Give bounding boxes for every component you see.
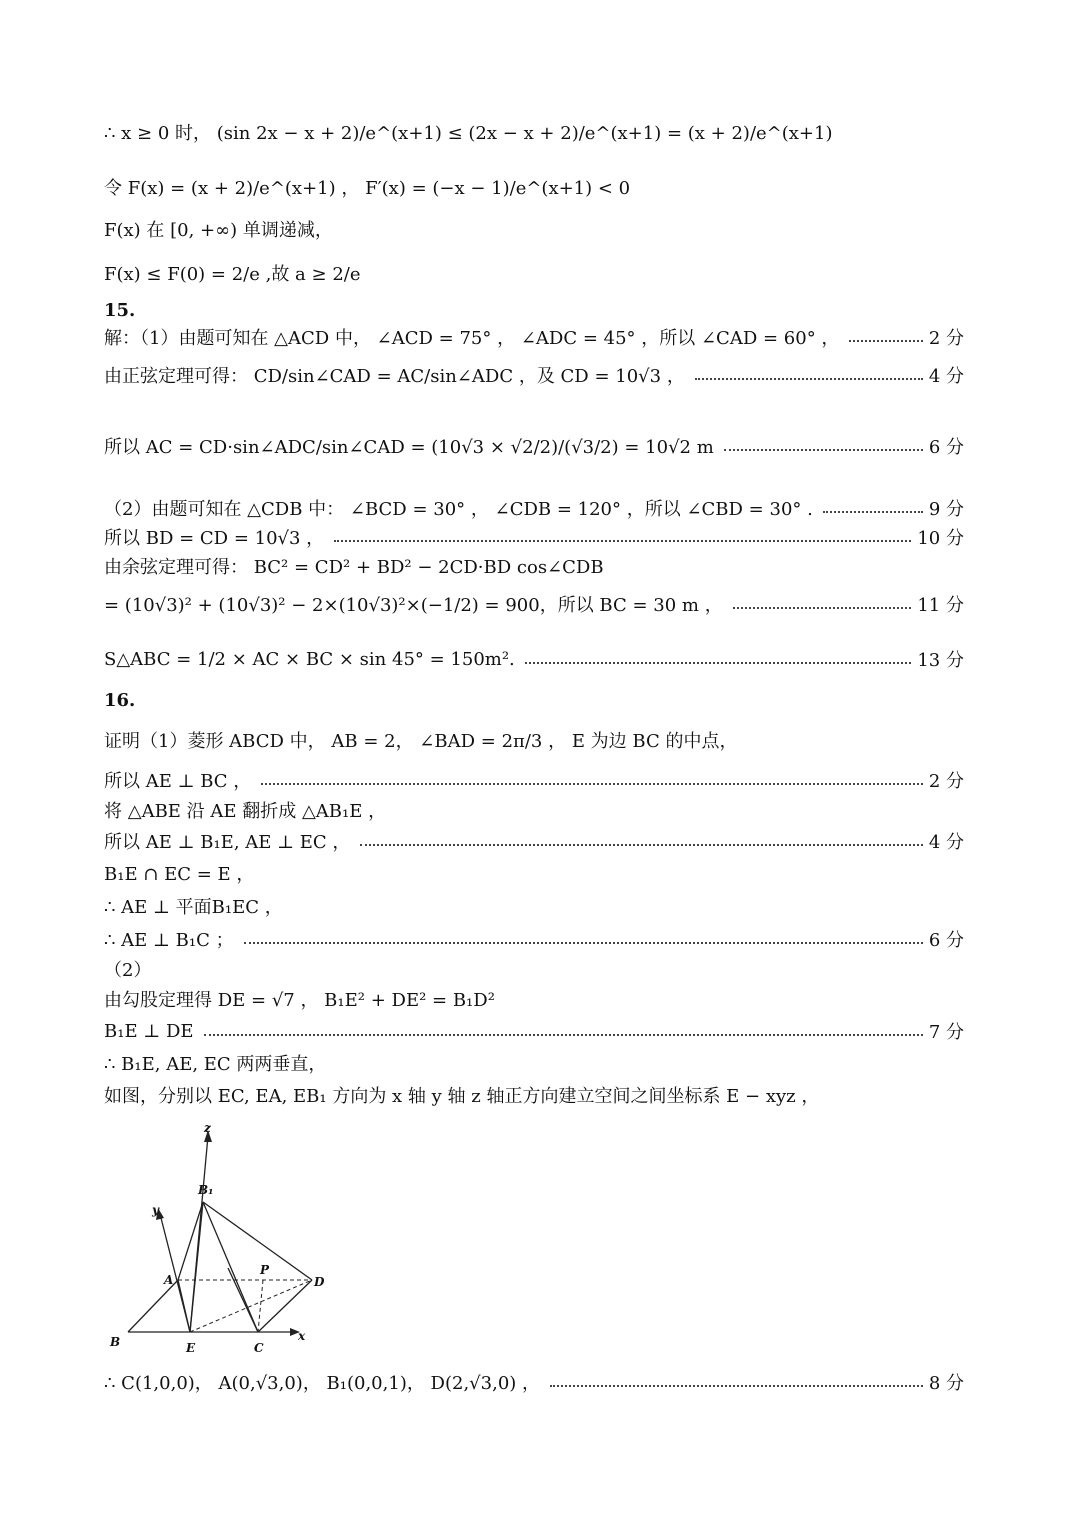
dotted-leader — [550, 1385, 923, 1387]
line-l17 — [104, 858, 254, 888]
line-text: ∴ x ≥ 0 时， (sin 2x − x + 2)/e^(x+1) ≤ (2x − x + 2)/e^(x+1) = (x + 2)/e^(x+1) — [104, 123, 833, 144]
line-text: 由正弦定理可得： CD/sin∠CAD = AC/sin∠ADC ，及 CD = 10√3 ， — [104, 366, 685, 387]
line-text: 由勾股定理得 DE = √7 ， B₁E² + DE² = B₁D² — [104, 990, 495, 1011]
line-text: B₁E ⊥ DE — [104, 1020, 194, 1042]
dotted-leader — [849, 340, 922, 342]
label-D: D — [314, 1275, 325, 1289]
problem-15-heading: 15. — [104, 300, 136, 321]
line-text: （2） — [104, 960, 152, 981]
line-l16 — [104, 826, 964, 856]
line-text: 将 △ABE 沿 AE 翻折成 △AB₁E ， — [104, 801, 387, 822]
label-C: C — [254, 1341, 264, 1355]
dotted-leader — [244, 942, 923, 944]
line-l23 — [104, 1048, 326, 1078]
line-text: ∴ C(1,0,0)， A(0,√3,0)， B₁(0,0,1)， D(2,√3,0) ， — [104, 1373, 541, 1394]
dotted-leader — [261, 783, 923, 785]
line-text: 所以 AE ⊥ B₁E, AE ⊥ EC ， — [104, 832, 351, 853]
line-l19 — [104, 924, 964, 954]
line-l11 — [104, 589, 964, 619]
line-text: ∴ AE ⊥ B₁C ； — [104, 930, 234, 951]
edge-PC-dashed — [258, 1280, 263, 1332]
line-text: 所以 BD = CD = 10√3 ， — [104, 528, 325, 549]
problem-16-heading: 16. — [104, 690, 136, 711]
score: 2 分 — [928, 328, 964, 349]
line-text: B₁E ∩ EC = E ， — [104, 864, 255, 885]
score: 2 分 — [928, 771, 964, 792]
line-l09 — [104, 522, 964, 552]
score: 6 分 — [928, 437, 964, 458]
line-l21 — [104, 984, 495, 1014]
line-l24 — [104, 1080, 819, 1110]
edge-AE — [178, 1280, 190, 1332]
line-text: S△ABC = 1/2 × AC × BC × sin 45° = 150m². — [104, 648, 515, 670]
geometry-figure — [100, 1118, 340, 1358]
line-text: 解：（1）由题可知在 △ACD 中， ∠ACD = 75° ， ∠ADC = 45° ，所以 ∠CAD = 60° ， — [104, 328, 840, 349]
line-text: F(x) 在 [0, +∞) 单调递减， — [104, 220, 333, 241]
label-x: x — [298, 1329, 306, 1343]
line-l15 — [104, 795, 386, 825]
line-text: F(x) ≤ F(0) = 2/e ,故 a ≥ 2/e — [104, 264, 361, 285]
line-l06 — [104, 360, 964, 390]
line-l18 — [104, 891, 283, 921]
line-text: 由余弦定理可得： BC² = CD² + BD² − 2CD·BD cos∠CDB — [104, 557, 604, 578]
line-l20 — [104, 954, 151, 984]
label-P: P — [260, 1263, 270, 1277]
dotted-leader — [695, 378, 923, 380]
edge-PC — [228, 1268, 258, 1332]
line-text: 所以 AE ⊥ BC ， — [104, 771, 252, 792]
line-l10 — [104, 551, 604, 581]
score: 9 分 — [928, 499, 964, 520]
dotted-leader — [360, 844, 922, 846]
line-text: 所以 AC = CD·sin∠ADC/sin∠CAD = (10√3 × √2/2)/(√3/2) = 10√2 m — [104, 437, 714, 458]
score: 10 分 — [917, 528, 964, 549]
score: 7 分 — [928, 1022, 964, 1043]
score: 6 分 — [928, 930, 964, 951]
edge-BA — [128, 1280, 178, 1332]
line-text: ∴ B₁E, AE, EC 两两垂直， — [104, 1054, 327, 1075]
score: 8 分 — [928, 1373, 964, 1394]
label-E: E — [186, 1341, 196, 1355]
line-l14 — [104, 765, 964, 795]
dotted-leader — [823, 511, 923, 513]
label-B: B — [110, 1335, 121, 1349]
dotted-leader — [204, 1034, 923, 1036]
label-B1: B₁ — [198, 1183, 214, 1197]
score: 4 分 — [928, 366, 964, 387]
score: 4 分 — [928, 832, 964, 853]
line-text: 证明（1）菱形 ABCD 中， AB = 2， ∠BAD = 2π/3 ， E 为边 BC 的中点， — [104, 731, 738, 752]
line-text: = (10√3)² + (10√3)² − 2×(10√3)²×(−1/2) = 900，所以 BC = 30 m ， — [104, 595, 723, 616]
line-l04 — [104, 258, 360, 288]
line-text: ∴ AE ⊥ 平面B₁EC ， — [104, 897, 283, 918]
line-l13 — [104, 725, 737, 755]
dotted-leader — [334, 540, 911, 542]
dotted-leader — [733, 607, 912, 609]
line-l07 — [104, 431, 964, 461]
line-l03 — [104, 214, 333, 244]
score: 11 分 — [917, 595, 964, 616]
line-l08 — [104, 493, 964, 523]
label-z: z — [204, 1121, 211, 1135]
edge-ED-dashed — [190, 1280, 312, 1332]
line-l22 — [104, 1016, 964, 1046]
line-l12 — [104, 644, 964, 674]
line-text: （2）由题可知在 △CDB 中： ∠BCD = 30° ， ∠CDB = 120° ，所以 ∠CBD = 30° . — [104, 499, 813, 520]
line-l02 — [104, 172, 630, 202]
score: 13 分 — [917, 650, 964, 671]
line-text: 如图，分别以 EC, EA, EB₁ 方向为 x 轴 y 轴 z 轴正方向建立空间之间坐标系 E − xyz ， — [104, 1086, 820, 1107]
label-y: y — [152, 1203, 159, 1217]
line-l05 — [104, 322, 964, 352]
line-text: 令 F(x) = (x + 2)/e^(x+1) ， F′(x) = (−x − 1)/e^(x+1) < 0 — [104, 178, 631, 199]
edge-CD — [258, 1280, 312, 1332]
label-A: A — [164, 1273, 174, 1287]
dotted-leader — [525, 662, 912, 664]
line-l25 — [104, 1367, 964, 1397]
line-l01 — [104, 117, 832, 147]
dotted-leader — [724, 449, 923, 451]
